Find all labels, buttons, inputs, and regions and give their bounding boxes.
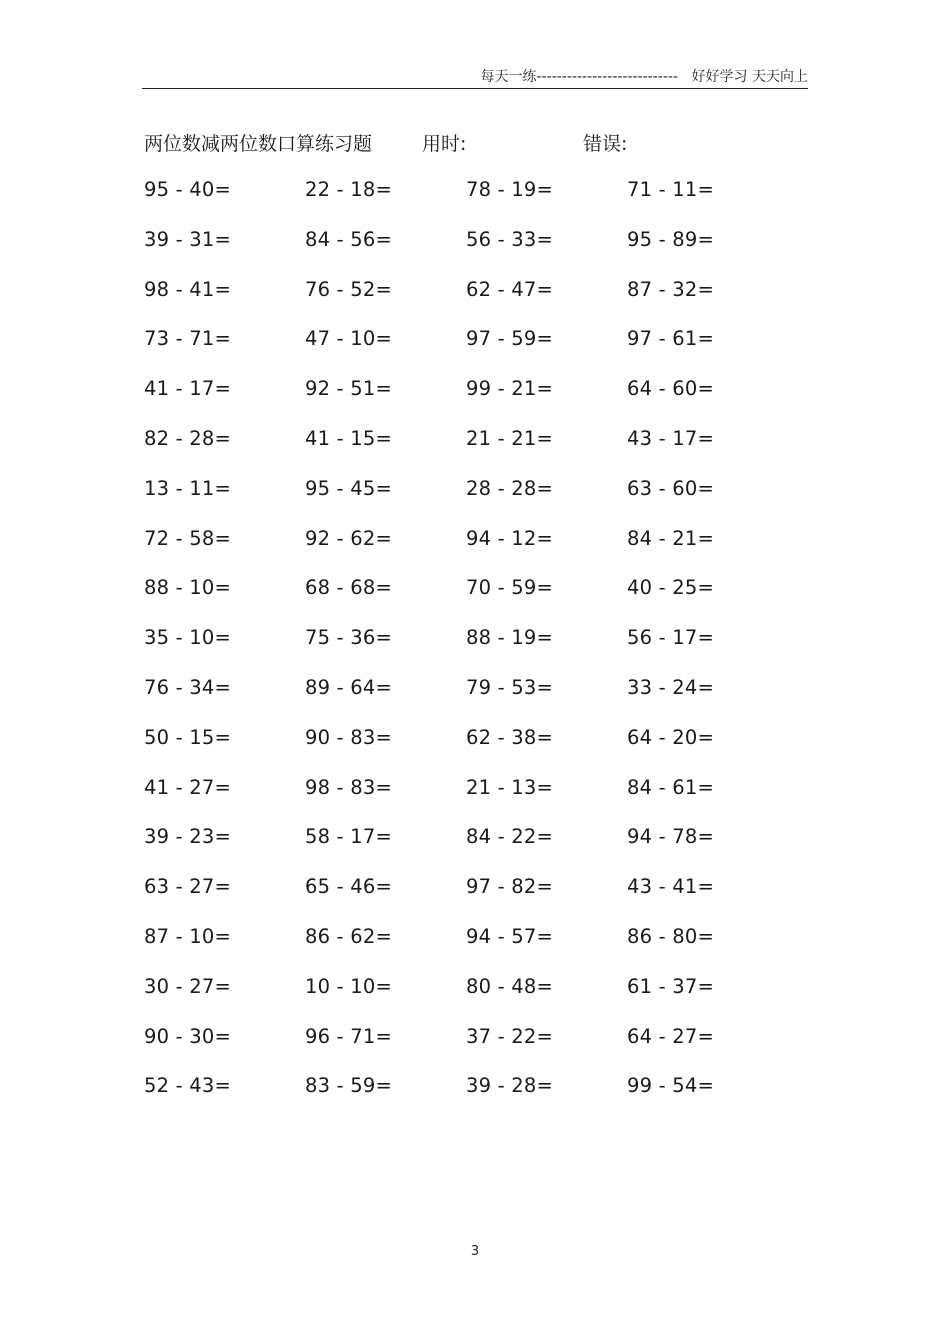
problem-item: 50 - 15= [144, 725, 231, 749]
problem-item: 33 - 24= [627, 676, 714, 699]
page-number: 3 [470, 1244, 480, 1259]
problem-item: 88 - 19= [466, 626, 553, 650]
problem-item: 58 - 17= [305, 825, 392, 849]
problem-item: 63 - 60= [627, 476, 714, 500]
problem-item: 40 - 25= [627, 576, 714, 600]
problem-item: 97 - 82= [466, 875, 553, 899]
problem-item: 89 - 64= [305, 676, 392, 699]
problem-item: 97 - 61= [627, 327, 714, 351]
problem-item: 83 - 59= [305, 1074, 392, 1098]
time-label: 用时: [422, 133, 467, 155]
problem-item: 43 - 17= [627, 427, 714, 450]
header-left-text: 每天一练---------------------------- [480, 69, 678, 85]
problem-item: 87 - 10= [144, 925, 231, 948]
problem-item: 76 - 52= [305, 277, 392, 301]
problem-item: 65 - 46= [305, 875, 392, 899]
problem-item: 37 - 22= [466, 1024, 553, 1048]
problem-item: 90 - 83= [305, 725, 392, 749]
problem-item: 96 - 71= [305, 1024, 392, 1048]
problem-item: 99 - 21= [466, 377, 553, 401]
problem-item: 35 - 10= [144, 626, 231, 650]
problem-item: 62 - 47= [466, 277, 553, 301]
problem-item: 78 - 19= [466, 178, 553, 201]
problem-item: 94 - 78= [627, 825, 714, 849]
problem-item: 63 - 27= [144, 875, 231, 899]
problem-item: 10 - 10= [305, 974, 392, 998]
problem-item: 92 - 62= [305, 526, 392, 550]
problem-item: 86 - 62= [305, 925, 392, 948]
problem-item: 72 - 58= [144, 526, 231, 550]
problem-item: 41 - 17= [144, 377, 231, 401]
problem-item: 94 - 12= [466, 526, 553, 550]
problem-item: 75 - 36= [305, 626, 392, 650]
problem-item: 84 - 56= [305, 227, 392, 251]
problem-item: 41 - 27= [144, 775, 231, 799]
problem-item: 84 - 21= [627, 526, 714, 550]
problem-item: 28 - 28= [466, 476, 553, 500]
problem-item: 39 - 23= [144, 825, 231, 849]
problem-item: 39 - 31= [144, 227, 231, 251]
problem-item: 64 - 20= [627, 725, 714, 749]
problem-item: 84 - 22= [466, 825, 553, 849]
problem-item: 43 - 41= [627, 875, 714, 899]
problem-item: 56 - 17= [627, 626, 714, 650]
problem-item: 82 - 28= [144, 427, 231, 450]
problem-item: 87 - 32= [627, 277, 714, 301]
problem-item: 71 - 11= [627, 178, 714, 201]
problem-item: 80 - 48= [466, 974, 553, 998]
problem-item: 86 - 80= [627, 925, 714, 948]
problem-item: 76 - 34= [144, 676, 231, 699]
problem-item: 92 - 51= [305, 377, 392, 401]
problem-item: 61 - 37= [627, 974, 714, 998]
problem-item: 30 - 27= [144, 974, 231, 998]
problem-item: 90 - 30= [144, 1024, 231, 1048]
problem-item: 56 - 33= [466, 227, 553, 251]
problem-item: 99 - 54= [627, 1074, 714, 1098]
problem-item: 70 - 59= [466, 576, 553, 600]
problem-item: 47 - 10= [305, 327, 392, 351]
problem-item: 52 - 43= [144, 1074, 231, 1098]
problem-item: 62 - 38= [466, 725, 553, 749]
worksheet-title: 两位数减两位数口算练习题 [144, 133, 373, 155]
problem-item: 64 - 60= [627, 377, 714, 401]
problem-item: 98 - 41= [144, 277, 231, 301]
problem-item: 73 - 71= [144, 327, 231, 351]
problem-item: 41 - 15= [305, 427, 392, 450]
header-right-text: 好好学习 天天向上 [691, 69, 808, 85]
problem-item: 98 - 83= [305, 775, 392, 799]
problem-item: 64 - 27= [627, 1024, 714, 1048]
problem-item: 68 - 68= [305, 576, 392, 600]
problem-item: 39 - 28= [466, 1074, 553, 1098]
problem-item: 21 - 21= [466, 427, 553, 450]
problem-item: 95 - 45= [305, 476, 392, 500]
problem-item: 95 - 40= [144, 178, 231, 201]
problem-item: 88 - 10= [144, 576, 231, 600]
problem-item: 95 - 89= [627, 227, 714, 251]
problem-item: 97 - 59= [466, 327, 553, 351]
problem-item: 22 - 18= [305, 178, 392, 201]
problem-item: 21 - 13= [466, 775, 553, 799]
problem-item: 94 - 57= [466, 925, 553, 948]
problem-item: 84 - 61= [627, 775, 714, 799]
problem-item: 79 - 53= [466, 676, 553, 699]
error-label: 错误: [583, 133, 628, 155]
problem-item: 13 - 11= [144, 476, 231, 500]
